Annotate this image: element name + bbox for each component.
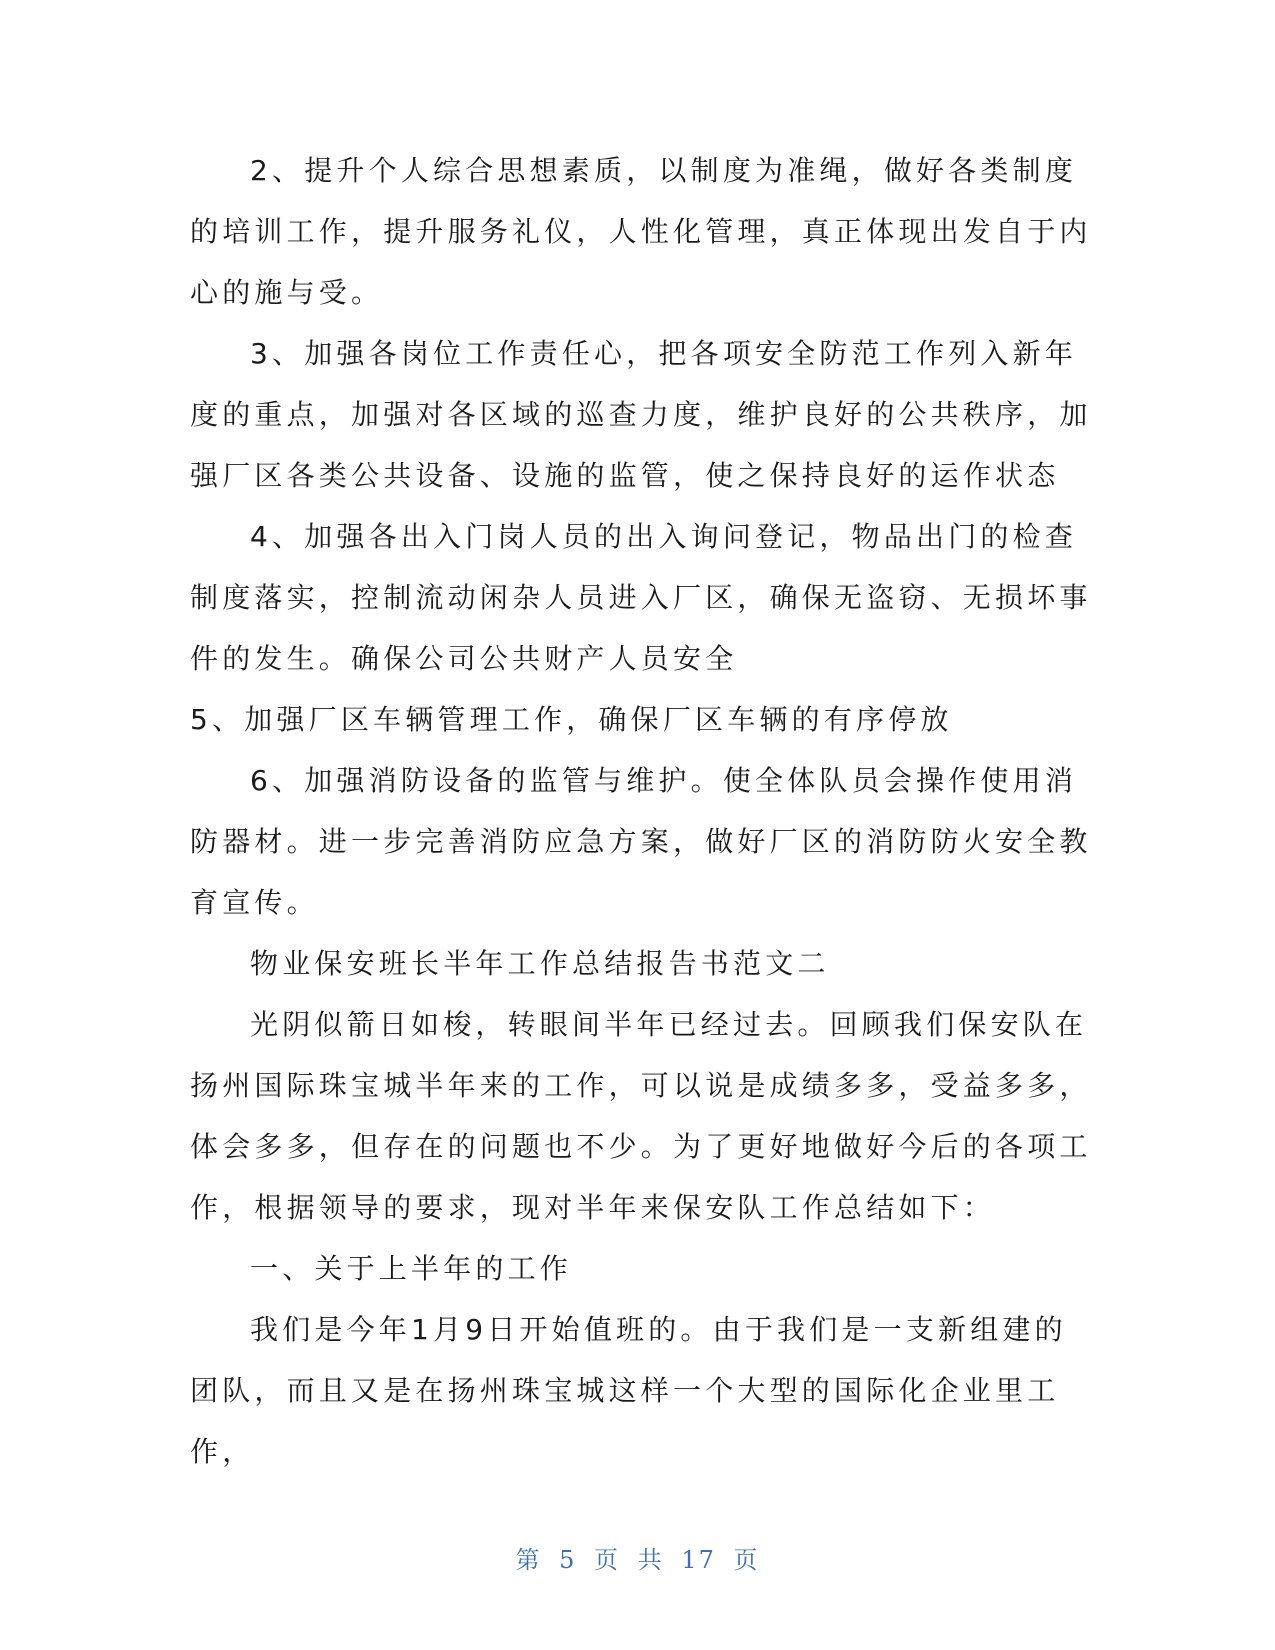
- paragraph-item-6: 6、加强消防设备的监管与维护。使全体队员会操作使用消防器材。进一步完善消防应急方案，做好厂区的消防防火安全教育宣传。: [190, 764, 1092, 919]
- footer-mid2: 共: [637, 1546, 664, 1574]
- footer-prefix: 第: [515, 1546, 542, 1574]
- body-paragraph: 我们是今年1月9日开始值班的。由于我们是一支新组建的团队，而且又是在扬州珠宝城这样一个大型的国际化企业里工作，: [190, 1313, 1067, 1468]
- footer-mid1: 页: [594, 1546, 621, 1574]
- intro-paragraph: 光阴似箭日如梭，转眼间半年已经过去。回顾我们保安队在扬州国际珠宝城半年来的工作，可以说是成绩多多，受益多多，体会多多，但存在的问题也不少。为了更好地做好今后的各项工作，根据领导的要求，现对半年来保安队工作总结如下：: [190, 1008, 1092, 1224]
- footer-suffix: 页: [733, 1546, 760, 1574]
- document-body: [190, 140, 1095, 1482]
- paragraph-item-3: 3、加强各岗位工作责任心，把各项安全防范工作列入新年度的重点，加强对各区域的巡查力度，维护良好的公共秩序，加强厂区各类公共设备、设施的监管，使之保持良好的运作状态: [190, 337, 1092, 492]
- footer-total-pages: 17: [681, 1546, 716, 1574]
- section-title: 物业保安班长半年工作总结报告书范文二: [250, 947, 830, 980]
- section-heading: 一、关于上半年的工作: [250, 1252, 573, 1285]
- paragraph-item-5: 5、加强厂区车辆管理工作，确保厂区车辆的有序停放: [190, 703, 953, 736]
- footer-current-page: 5: [559, 1546, 577, 1574]
- paragraph-item-4: 4、加强各出入门岗人员的出入询问登记，物品出门的检查制度落实，控制流动闲杂人员进入厂区，确保无盗窃、无损坏事件的发生。确保公司公共财产人员安全: [190, 520, 1092, 675]
- paragraph-item-2: 2、提升个人综合思想素质，以制度为准绳，做好各类制度的培训工作，提升服务礼仪，人性化管理，真正体现出发自于内心的施与受。: [190, 154, 1092, 309]
- page-footer: [0, 1540, 1275, 1575]
